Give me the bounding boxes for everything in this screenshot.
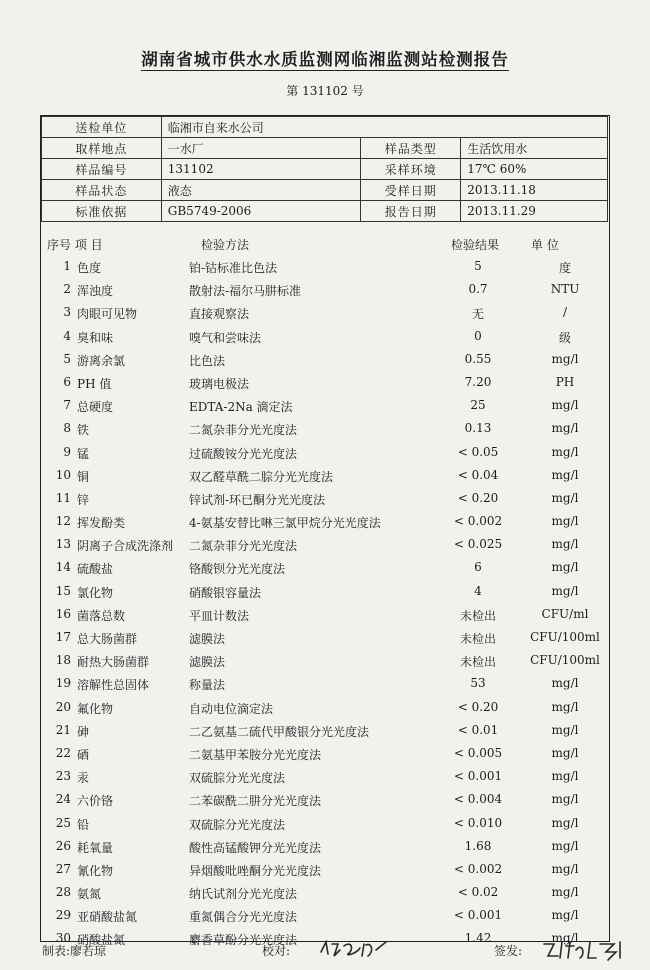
info-label: 标准依据: [42, 201, 162, 222]
result-unit: 度: [558, 261, 571, 275]
table-row: [41, 442, 608, 465]
table-row: [41, 813, 608, 836]
test-result: < 0.20: [457, 699, 499, 714]
row-number: 20: [55, 699, 71, 714]
row-number: 2: [63, 282, 71, 297]
info-label: 采样环境: [361, 159, 461, 180]
result-unit: mg/l: [551, 861, 579, 876]
test-method: 滤膜法: [189, 655, 226, 670]
test-result: < 0.001: [453, 908, 503, 923]
info-row: [42, 180, 608, 201]
test-result: 7.20: [464, 374, 492, 389]
test-result: < 0.010: [453, 815, 503, 830]
test-method: 过硫酸铵分光光度法: [189, 446, 298, 461]
item-name: 锌: [77, 492, 90, 507]
item-name: 臭和味: [77, 330, 114, 345]
table-row: [41, 349, 608, 372]
result-unit: mg/l: [551, 699, 579, 714]
table-row: [41, 673, 608, 696]
item-name: 砷: [77, 724, 90, 739]
table-row: [41, 279, 608, 302]
test-result: < 0.025: [453, 537, 503, 552]
test-method: 称量法: [189, 678, 226, 693]
item-name: 阴离子合成洗涤剂: [77, 539, 174, 554]
item-name: 亚硝酸盐氮: [77, 910, 138, 925]
item-name: 铅: [77, 817, 90, 832]
result-unit: PH: [555, 374, 575, 389]
test-method: 锌试剂-环已酮分光光度法: [189, 492, 326, 507]
item-name: 汞: [77, 771, 90, 786]
info-label: 受样日期: [361, 180, 461, 201]
info-value: 2013.11.29: [461, 201, 608, 222]
table-row: [41, 372, 608, 395]
table-row: [41, 511, 608, 534]
item-name: 氰化物: [77, 863, 114, 878]
table-row: [41, 789, 608, 812]
table-row: [41, 557, 608, 580]
info-row: [42, 159, 608, 180]
test-method: 硝酸银容量法: [189, 585, 262, 600]
test-method: EDTA-2Na 滴定法: [189, 400, 293, 415]
result-unit: mg/l: [551, 931, 579, 946]
test-result: 0: [474, 328, 482, 343]
results-list: [41, 256, 608, 952]
item-name: 硫酸盐: [77, 562, 114, 577]
test-result: 0.7: [468, 282, 488, 297]
approved-by-label: 签发:: [494, 944, 523, 958]
row-number: 21: [55, 722, 71, 737]
test-result: < 0.004: [453, 792, 503, 807]
item-name: 挥发酚类: [77, 516, 126, 531]
item-name: 硒: [77, 747, 90, 762]
test-result: 1.42: [464, 931, 492, 946]
table-row: [41, 766, 608, 789]
test-method: 麝香草酚分光光度法: [189, 933, 298, 948]
test-result: < 0.002: [453, 861, 503, 876]
row-number: 9: [63, 444, 71, 459]
row-number: 14: [55, 560, 71, 575]
table-row: [41, 697, 608, 720]
test-result: 1.68: [464, 838, 492, 853]
info-value: 液态: [161, 180, 361, 201]
row-number: 24: [55, 792, 71, 807]
row-number: 19: [55, 676, 71, 691]
column-header-result: 检验结果: [451, 238, 500, 252]
test-method: 纳氏试剂分光光度法: [189, 887, 298, 902]
test-result: < 0.01: [457, 722, 499, 737]
test-result: 6: [474, 560, 482, 575]
table-row: [41, 905, 608, 928]
test-method: 嗅气和尝味法: [189, 330, 262, 345]
test-method: 比色法: [189, 353, 226, 368]
test-method: 散射法-福尔马肼标准: [189, 284, 302, 299]
test-method: 二氮杂菲分光光度法: [189, 539, 298, 554]
row-number: 28: [55, 885, 71, 900]
result-unit: mg/l: [551, 908, 579, 923]
result-unit: mg/l: [551, 467, 579, 482]
test-method: 直接观察法: [189, 307, 250, 322]
result-unit: CFU/100ml: [530, 630, 600, 644]
row-number: 23: [55, 769, 71, 784]
approver-signature: [540, 936, 630, 962]
item-name: 铜: [77, 469, 90, 484]
result-unit: mg/l: [551, 583, 579, 598]
test-method: 自动电位滴定法: [189, 701, 274, 716]
row-number: 13: [55, 537, 71, 552]
checker-signature: [318, 936, 390, 960]
test-method: 滤膜法: [189, 632, 226, 646]
item-name: 游离余氯: [77, 353, 126, 368]
prepared-by: 制表:廖若琼: [42, 944, 107, 958]
test-result: 0.13: [464, 421, 492, 436]
info-value: 2013.11.18: [461, 180, 608, 201]
test-result: < 0.04: [457, 467, 499, 482]
test-result: 53: [470, 676, 486, 691]
test-method: 二乙氨基二硫代甲酸银分光光度法: [189, 724, 370, 739]
result-unit: mg/l: [551, 351, 579, 366]
result-unit: mg/l: [551, 537, 579, 552]
info-value: GB5749-2006: [161, 201, 361, 222]
test-method: 双硫腙分光光度法: [189, 817, 286, 832]
test-method: 二苯碳酰二肼分光光度法: [189, 794, 322, 809]
item-name: 肉眼可见物: [77, 307, 138, 322]
result-unit: mg/l: [551, 815, 579, 830]
row-number: 6: [63, 374, 71, 389]
column-header-item: 序号 项 目: [47, 238, 103, 252]
item-name: 耗氧量: [77, 840, 114, 855]
result-unit: mg/l: [551, 722, 579, 737]
item-name: PH 值: [77, 376, 112, 391]
row-number: 25: [55, 815, 71, 830]
table-row: [41, 465, 608, 488]
item-name: 铁: [77, 423, 90, 438]
row-number: 3: [63, 305, 71, 320]
table-row: [41, 859, 608, 882]
item-name: 锰: [77, 446, 90, 461]
result-unit: mg/l: [551, 560, 579, 575]
test-result: < 0.001: [453, 769, 503, 784]
item-name: 总硬度: [77, 400, 114, 415]
table-row: [41, 627, 608, 650]
test-method: 铬酸钡分光光度法: [189, 562, 286, 577]
checked-by-label: 校对:: [262, 944, 291, 958]
test-method: 二氨基甲苯胺分光光度法: [189, 747, 322, 762]
sample-info-table: [41, 116, 608, 222]
result-unit: NTU: [550, 282, 580, 297]
test-result: 0.55: [464, 351, 492, 366]
row-number: 29: [55, 908, 71, 923]
row-number: 4: [63, 328, 71, 343]
test-result: < 0.002: [453, 514, 503, 529]
test-result: < 0.005: [453, 745, 503, 760]
table-row: [41, 326, 608, 349]
test-method: 4-氨基安替比啉三氯甲烷分光光度法: [189, 516, 381, 531]
result-unit: mg/l: [551, 514, 579, 529]
item-name: 氨氮: [77, 887, 102, 902]
table-row: [41, 534, 608, 557]
test-method: 异烟酸吡唑酮分光光度法: [189, 863, 322, 878]
info-value: 17℃ 60%: [461, 159, 608, 180]
item-name: 六价铬: [77, 794, 114, 809]
column-header-method: 检验方法: [201, 238, 250, 252]
row-number: 11: [55, 490, 71, 505]
item-name: 总大肠菌群: [77, 632, 138, 646]
result-unit: mg/l: [551, 745, 579, 760]
row-number: 10: [55, 467, 71, 482]
result-unit: mg/l: [551, 398, 579, 413]
info-value: 临湘市自来水公司: [161, 117, 607, 138]
report-serial: 第 131102 号: [286, 84, 364, 98]
test-method: 玻璃电极法: [189, 376, 250, 391]
info-label: 送检单位: [42, 117, 162, 138]
test-result: 无: [471, 307, 484, 322]
item-name: 耐热大肠菌群: [77, 655, 150, 670]
row-number: 5: [63, 351, 71, 366]
result-unit: mg/l: [551, 490, 579, 505]
test-method: 酸性高锰酸钾分光光度法: [189, 840, 322, 855]
row-number: 17: [55, 630, 71, 644]
result-unit: mg/l: [551, 792, 579, 807]
report-title: 湖南省城市供水水质监测网临湘监测站检测报告: [141, 50, 509, 69]
info-row: [42, 201, 608, 222]
table-row: [41, 488, 608, 511]
column-header-unit: 单 位: [531, 238, 559, 252]
row-number: 30: [55, 931, 71, 946]
result-unit: mg/l: [551, 769, 579, 784]
table-row: [41, 720, 608, 743]
table-row: [41, 650, 608, 673]
test-result: < 0.05: [457, 444, 499, 459]
row-number: 26: [55, 838, 71, 853]
table-row: [41, 836, 608, 859]
test-method: 重氮偶合分光光度法: [189, 910, 298, 925]
test-result: 未检出: [459, 655, 496, 670]
result-unit: mg/l: [551, 838, 579, 853]
info-row: [42, 117, 608, 138]
result-unit: 级: [558, 330, 571, 345]
row-number: 16: [55, 606, 71, 621]
test-result: 4: [474, 583, 482, 598]
item-name: 浑浊度: [77, 284, 114, 299]
info-label: 样品类型: [361, 138, 461, 159]
table-row: [41, 395, 608, 418]
table-row: [41, 302, 608, 325]
result-unit: mg/l: [551, 885, 579, 900]
table-row: [41, 418, 608, 441]
info-value: 131102: [161, 159, 361, 180]
item-name: 氯化物: [77, 585, 114, 600]
report-table: [40, 115, 610, 948]
info-label: 样品编号: [42, 159, 162, 180]
test-method: 二氮杂菲分光光度法: [189, 423, 298, 438]
result-unit: mg/l: [551, 676, 579, 691]
table-row: [41, 604, 608, 627]
row-number: 27: [55, 861, 71, 876]
table-row: [41, 256, 608, 279]
table-row: [41, 743, 608, 766]
item-name: 氟化物: [77, 701, 114, 716]
result-unit: /: [562, 305, 568, 320]
row-number: 12: [55, 514, 71, 529]
test-method: 铂-钴标准比色法: [189, 261, 278, 275]
table-row: [41, 581, 608, 604]
result-unit: mg/l: [551, 444, 579, 459]
test-method: 平皿计数法: [189, 608, 250, 623]
item-name: 菌落总数: [77, 608, 126, 623]
info-label: 报告日期: [361, 201, 461, 222]
row-number: 18: [55, 653, 71, 668]
info-value: 生活饮用水: [461, 138, 608, 159]
item-name: 溶解性总固体: [77, 678, 150, 693]
test-result: 5: [474, 259, 482, 273]
test-result: < 0.20: [457, 490, 499, 505]
test-method: 双乙醛草酰二腙分光光度法: [189, 469, 334, 484]
info-row: [42, 138, 608, 159]
info-value: 一水厂: [161, 138, 361, 159]
item-name: 硝酸盐氮: [77, 933, 126, 948]
test-result: 25: [470, 398, 486, 413]
result-unit: CFU/ml: [541, 606, 589, 621]
row-number: 22: [55, 745, 71, 760]
row-number: 7: [63, 398, 71, 413]
info-label: 取样地点: [42, 138, 162, 159]
result-unit: mg/l: [551, 421, 579, 436]
item-name: 色度: [77, 261, 102, 275]
result-unit: CFU/100ml: [530, 653, 600, 668]
test-result: 未检出: [459, 608, 496, 623]
info-label: 样品状态: [42, 180, 162, 201]
test-method: 双硫腙分光光度法: [189, 771, 286, 786]
row-number: 15: [55, 583, 71, 598]
table-row: [41, 882, 608, 905]
test-result: < 0.02: [457, 885, 499, 900]
row-number: 8: [63, 421, 71, 436]
test-result: 未检出: [459, 632, 496, 646]
row-number: 1: [63, 259, 71, 273]
